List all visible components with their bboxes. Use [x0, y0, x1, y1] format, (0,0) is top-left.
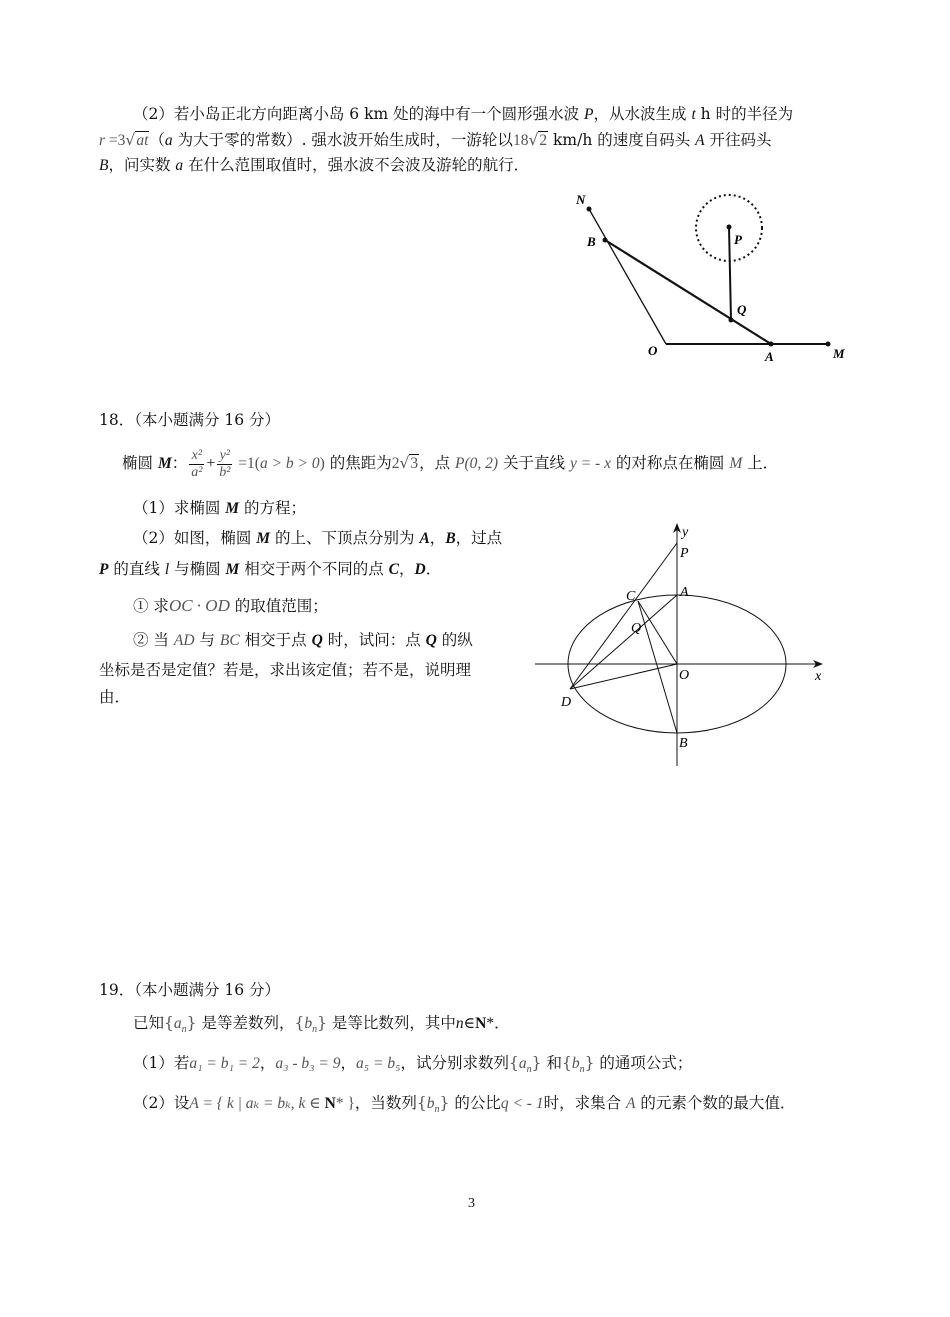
point-M: [826, 342, 831, 347]
point-B: [603, 238, 608, 243]
label-y: y: [682, 525, 689, 540]
point-A: [769, 342, 774, 347]
label-A: A: [680, 585, 689, 600]
segment-BA: [605, 240, 771, 344]
p19-line-1: 已知$\{a_n\}$ 是等差数列，$\{b_n\}$ 是等比数列，其中n∈N*．: [133, 1014, 510, 1036]
p18-q2-line-2: P 的直线 l 与椭圆 M 相交于两个不同的点 C，D．: [99, 560, 442, 578]
fraction-y2-b2: $\frac{\text{y²}}{\text{b²}}$: [219, 447, 231, 480]
label-Q: Q: [737, 302, 747, 317]
label-B: B: [587, 234, 596, 249]
line-PD: [570, 543, 677, 689]
label-A: A: [765, 349, 774, 364]
label-B: B: [679, 736, 688, 751]
segment-NO: [589, 209, 666, 344]
line-CB: [638, 601, 677, 733]
point-N: [587, 207, 592, 212]
label-P: P: [680, 546, 689, 561]
line-CO: [638, 601, 677, 664]
label-O: O: [648, 343, 658, 358]
p17-line-3: B，问实数 a 在什么范围取值时，强水波不会波及游轮的航行．: [99, 156, 530, 174]
p18-sub2-line-1: ② 当 AD 与 BC 相交于点 Q 时，试问：点 Q 的纵: [133, 631, 473, 649]
label-C: C: [626, 589, 636, 604]
p19-q2: （2）设A = { k | aₖ = bₖ, k ∈ N* }，当数列$\{b_n\}$ 的公比q < - 1时，求集合 A 的元素个数的最大值．: [133, 1094, 796, 1116]
point-Q: [729, 318, 734, 323]
figure-island-wave: [560, 185, 860, 370]
p18-q2-line-1: （2）如图，椭圆 M 的上、下顶点分别为 A，B，过点: [133, 529, 503, 547]
label-M: M: [833, 346, 845, 361]
label-Q: Q: [631, 621, 642, 636]
p17-line-2: r =3√at（a 为大于零的常数）. 强水波开始生成时，一游轮以18√2 km/h 的速度自码头 A 开往码头: [99, 131, 772, 149]
p18-line-1: 椭圆 M： $\frac{\text{x²}}{\text{a²}}$ + $\frac{\text{y²}}{\text{b²}}$ =1(a > b > 0) 的焦距为2√3，点 P(0, 2) 关于直线 y = - x 的对称点在椭圆 M 上．: [122, 447, 779, 480]
p18-sub1: ① 求OC · OD 的取值范围；: [133, 596, 328, 615]
p17-line-1: （2）若小岛正北方向距离小岛 6 km 处的海中有一个圆形强水波 P，从水波生成 t h 时的半径为: [133, 105, 794, 123]
label-O: O: [679, 668, 690, 683]
p18-q1: （1）求椭圆 M 的方程；: [133, 499, 307, 517]
figure-ellipse: [530, 518, 840, 773]
p18-heading: 18．（本小题满分 16 分）: [99, 411, 281, 429]
fraction-x2-a2: $\frac{\text{x²}}{\text{a²}}$: [191, 447, 203, 480]
label-D: D: [561, 695, 572, 710]
point-P: [727, 225, 732, 230]
label-N: N: [576, 192, 586, 207]
label-P: P: [734, 232, 742, 247]
page-number: 3: [468, 1196, 475, 1211]
segment-PQ: [729, 227, 731, 320]
p19-heading: 19．（本小题满分 16 分）: [99, 981, 281, 999]
label-x: x: [815, 669, 822, 684]
p19-q1: （1）若a₁ = b₁ = 2，a₃ - b₃ = 9，a₅ = b₅，试分别求数列$\{a_n\}$ 和$\{b_n\}$ 的通项公式；: [133, 1054, 693, 1076]
line-AD: [570, 595, 677, 689]
p18-sub2-line-3: 由．: [99, 688, 131, 706]
p18-sub2-line-2: 坐标是否是定值？若是，求出该定值；若不是，说明理: [99, 661, 472, 679]
